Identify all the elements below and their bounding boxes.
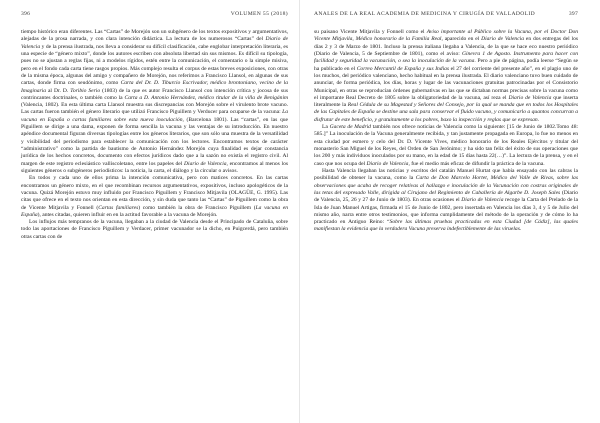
text-run: que inserta literalmente la <box>314 94 578 109</box>
left-body-text <box>21 29 288 241</box>
right-body-text <box>314 29 578 234</box>
text-run: (Diario de Valencia, 25, 26 y 27 de Junio de 1803). En otras ocasiones el <box>314 189 578 204</box>
text-run: tiempo histórico eran diferentes. Las “Cartas” de Morejón son un subgénero de los textos expositivos y argumentativos, alejadas de la prosa narrada, y con clara intención didáctica. La lectura de los numerosos “Cartas” del <box>21 29 288 43</box>
text-run: en dos entregas del los días 2 y 3 de Marzo de 1801. Incluso la prensa italiana llegaba a Valencia, de la que se hace eco nuestro periódico (Diario de Valencia, 5 de Septiembre de 1801), como el aviso: <box>314 36 579 57</box>
italic-text: Diario de Valencia <box>508 94 552 101</box>
text-run: Hasta Valencia llegaban las noticias y escritos del catalán Manuel Hurtat que había ensayado con las cabras la posibilidad de obtener la vacuna, como la <box>314 167 578 182</box>
italic-text: Carta a D. Antonio Hernández, médico titular de la villa de Benigánim <box>124 94 288 101</box>
text-run: (Valencia, 1802). En esta última carta Llansol muestra sus discrepancias con Morejón sobre el virulento brote vacuno. Las cartas fueron también el género literario que utilizó Francisco Piguillem y Verducer para ocuparse de la vacuna: <box>21 102 288 116</box>
text-run: ), antes citadas, quieren influir en en la actitud favorable a la vacuna de Morejón. <box>37 211 218 218</box>
text-run: , aparecido en el <box>441 36 482 43</box>
paragraph <box>314 168 578 234</box>
italic-text: Diario de Valencia <box>461 197 504 204</box>
text-run: En todos y cada uno de ellos prima la intención comunicativa, pero con matices concretos. En las cartas encontramos un género mixto, en el que recombinan recursos argumentativos, expositivos, incluso apologéticos de la vacuna. Quizá Morejón estuvo muy influido por Francisco Piguillem y Francisco Mitjavila (OLAGÜE, G. 1995). Las citas que ofrece en el texto nos orientan en esta dirección, y sin duda que tanto las “Cartas” de Piguillem como la obra de Vicente Mitjavila y Fonnell ( <box>21 175 288 211</box>
italic-text: Cartas familiares <box>98 204 139 211</box>
italic-text: Diario de Valencia <box>481 36 524 43</box>
italic-text: Carta de Don Marcelo Hortet, Médico del Valle de Rivas, sobre las observaciones que acaba de recoger relativas al hallazgo e inoculación de la Vacunación con costras originales de las tetas del expresado Valle, dirigida al Cirujano del Regimiento de Caballería de Algarbe D. Joseph Sales <box>314 175 578 196</box>
right-running-head <box>314 11 578 29</box>
text-run: . <box>537 116 540 123</box>
text-run: y de la prensa ilustrada, nos lleva a considerar su difícil clasificación, cabe englobar interpretación literaria, es una especie de “género mixto”, donde los autores escriben con absoluta libertad sin sus mismos. Es difícil su tipología, pues no se ajustan a reglas fijas, ni a modelos rígidos, estén entre la comunicación, el comentario o la simple misiva, pero en el fondo cada carta tiene rasgos propios. Más complejo resulta el corpus de estas breves exposiciones, con otras de la misma época, algunas del amigo y compañero de Morejón, nos referimos a Francisco Llansol, en algunas de sus cartas, donde firma con seudónimo, como <box>21 43 288 87</box>
italic-text: Gaceta de Madrid <box>329 124 371 131</box>
italic-text: Ginevra 1 de Agosto. Instrumento para hacer con facilidad y seguridad la vacunación, o sea la inoculación de la vacuna <box>314 50 578 65</box>
text-run: (1803) de la que es autor Francisco Llansol con intención crítica y jocosa de sus contrincantes doctrinales, o también como la <box>21 87 288 101</box>
right-page-number: 397 <box>568 11 578 17</box>
text-run: ) como también la obra de Francisco Piguillem ( <box>138 204 256 211</box>
paragraph <box>314 124 578 168</box>
left-page-number: 396 <box>21 11 31 17</box>
text-run: Los influjos más tempranos de la vacuna, llegaban a la ciudad de Valencia desde el Principado de Cataluña, sobre todo las aportaciones de Francisco Piguillem y Verdacer, primer vacunador se la dicho, en Puigcerdá, pero también otras cartas con de <box>21 219 288 240</box>
text-run: el 27 del corriente del presente año”, en el plagio uno de los muchos, del periódico valenciano, hecho habitual en la prensa ilustrada. El diario valenciano tuvo buen cuidado de anunciar, de forma periódica, los días, horas y lugar de las vacunaciones gratuitas patrocinadas por el Consistorio Municipal, en otras se reproducían órdenes gubernativas en las que se dictaban normas precisas sobre la vacuna como el importante Real Decreto de 1805 sobre la obligatoriedad de la vacuna, así reza el <box>314 65 578 101</box>
text-run: . Pero a pie de página, podía leerse “Según se ha publicado en el <box>314 58 578 72</box>
text-run: La <box>322 124 330 131</box>
text-run: su paisano Vicente Mitjavila y Fonnell como el <box>314 29 427 35</box>
italic-text: Aviso importante al Público sobre la Vacuna, por el Doctor Don Vicente Mitjavila, Médico honorario de la Familia Real <box>314 29 578 43</box>
italic-text: Real Cédula de su Magestad y Señores del Consejo, por la qual se manda que en todos los Hospitales de las Capitales de España se destine una sala para conservar el fluido vacuno, y comunicarlo a quantos concurran a disfrutar de este beneficio, y gratuitamente a los pobres, baxo la inspección y reglas que se expresan <box>314 102 578 123</box>
paragraph <box>21 219 288 241</box>
italic-text: La vacuna en España o cartas familiares sobre esta nueva inoculación <box>21 109 288 123</box>
paragraph <box>314 29 578 124</box>
left-running-head <box>21 11 288 29</box>
right-page <box>300 0 600 423</box>
text-run: recoge la Carta del Prelado de la Isla de Juan Manuel Artigas, firmada el 15 de Junio de 1802, pero insertada en Valencia los días 3, 4 y 5 de Julio del mismo año, narra entre otros testimonios, que informa cumplidamente del método de la operación y de cómo lo ha practicado en Antiguo Reino: “ <box>314 197 578 226</box>
paragraph <box>21 29 288 175</box>
italic-text: Diario de Valencia <box>366 160 409 167</box>
right-running-title: ANALES DE LA REAL ACADEMIA DE MEDICINA Y CIRUGÍA DE VALLADOLID <box>314 11 535 17</box>
text-run: al Dr. D. <box>45 87 71 94</box>
text-run: , (Barcelona 1801). Las “cartas”, en las que Piguillem se dirige a una dama, exponen de forma sencilla la vacuna y las ventajas de su introducción. En nuestro apéndice documental figuran diversas tipologías entre los géneros literarios, que son sólo una muestra de la versatilidad y visibilidad del periodismo para establecer la comunicación con los lectores. Encontramos textos de carácter “administrativo” como la partida de bautismo de Antonio Hernández Morejón cuya finalidad es dejar constancia jurídica de los hechos concretos, documento con efectos jurídicos dado que a la sazón no existía el registro civil. Al margen de este registro eclesiástico valliscoletano, entre los papeles del <box>21 116 288 167</box>
left-running-title: VOLUMEN 55 (2018) <box>230 11 288 17</box>
italic-text: Diario de Valencia <box>21 36 289 50</box>
text-run: , fue el medio más eficaz de difundir la práctica de la vacuna. <box>408 160 545 167</box>
italic-text: La vacuna en España <box>21 204 288 218</box>
paragraph <box>21 175 288 219</box>
italic-text: Correo Mercantil de España y sus Indias <box>356 65 450 72</box>
italic-text: Toribio Serio <box>70 87 101 94</box>
italic-text: Carta del Dr. D. Tiburcio Escrivador, médico brontoniano, vecino de la Imaginaria <box>21 80 288 94</box>
italic-text: Diario de Valencia <box>184 160 227 167</box>
text-run: , encontramos al menos los siguientes géneros o subgéneros periodísticos: la noticia, la carta, el diálogo y la circular o avisos. <box>21 160 289 174</box>
text-run: también nos ofrece noticias de Valencia como la siguiente: [15 de Junio de 1802.Tomo 48: 585.]” La inoculación de la Vacuna generalmente recibida, y tan justamente propagada en Europa, lo fue no menos en esta ciudad por esmero y celo del Dr. D. Vicente Vives, médico honorario de los Reales Ejércitos y titular del monasterio San Miguel de los Reyes, del Orden de San Jerónimo; y ha sido tan feliz del éxito de sus operaciones que los 200 y más individuos inoculados por su mano, en la edad de 15 días hasta 22(…)”. La lectura de la prensa, y en el caso que nos ocupa del <box>314 124 579 167</box>
italic-text: Sobre las últimas pruebas practicadas en esta Ciudad [de Cádiz], las quales manifiestan la evidencia que la verdadera Vacuna preserva indefectiblemente de las viruelas <box>314 219 578 233</box>
text-run: . <box>519 226 522 233</box>
